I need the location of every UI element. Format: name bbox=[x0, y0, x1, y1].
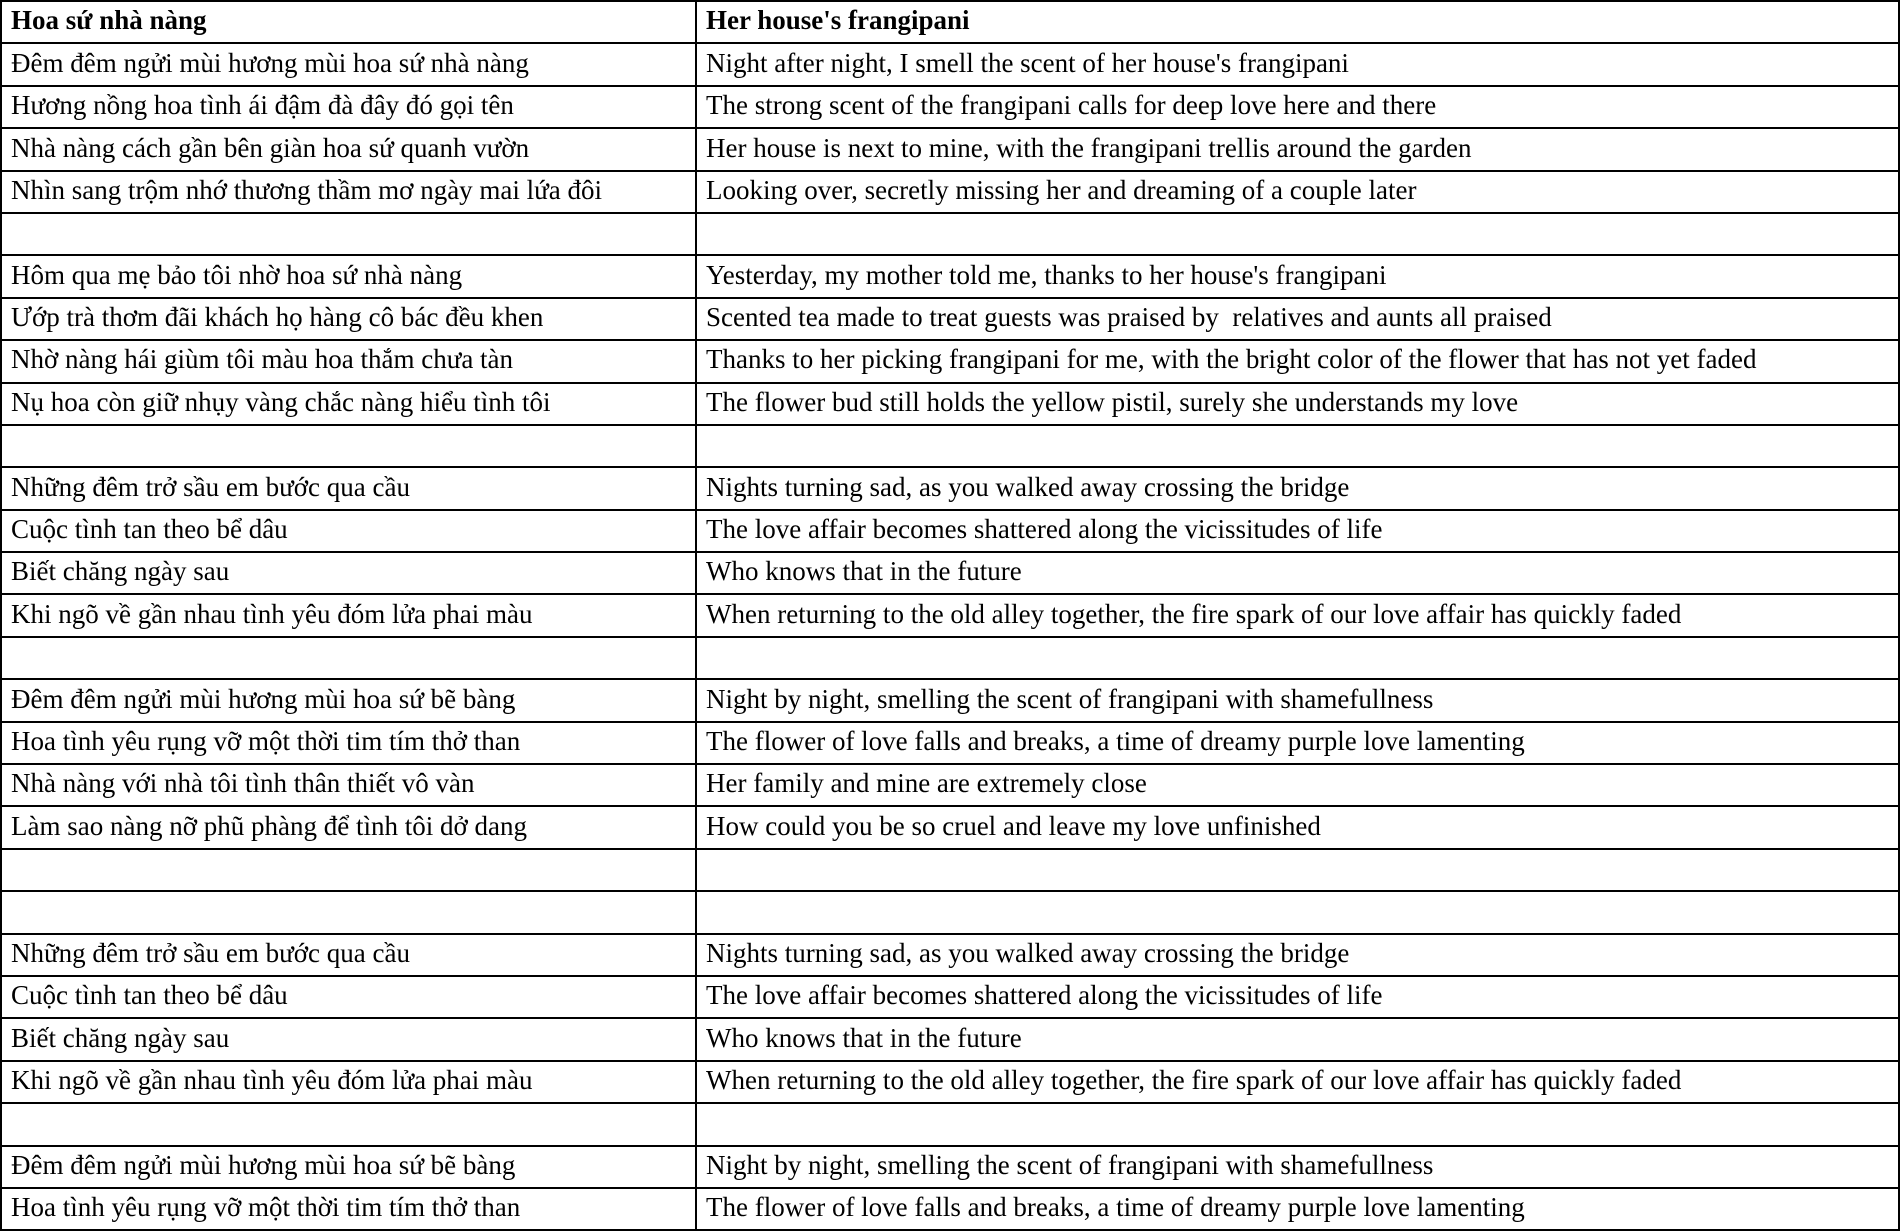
cell-english-translation: Nights turning sad, as you walked away crossing the bridge bbox=[696, 467, 1899, 509]
cell-vietnamese-lyric: Khi ngõ về gần nhau tình yêu đóm lửa phai màu bbox=[1, 1061, 696, 1103]
cell-english-translation: Looking over, secretly missing her and dreaming of a couple later bbox=[696, 171, 1899, 213]
cell-vietnamese-lyric bbox=[1, 213, 696, 255]
cell-vietnamese-lyric: Biết chăng ngày sau bbox=[1, 1018, 696, 1060]
cell-english-translation: When returning to the old alley together, the fire spark of our love affair has quickly faded bbox=[696, 1061, 1899, 1103]
table-row bbox=[1, 340, 1899, 382]
cell-vietnamese-lyric: Ướp trà thơm đãi khách họ hàng cô bác đều khen bbox=[1, 298, 696, 340]
table-row bbox=[1, 128, 1899, 170]
table-row bbox=[1, 594, 1899, 636]
cell-vietnamese-lyric: Làm sao nàng nỡ phũ phàng để tình tôi dở dang bbox=[1, 806, 696, 848]
cell-english-translation: How could you be so cruel and leave my love unfinished bbox=[696, 806, 1899, 848]
cell-english-translation: Her house is next to mine, with the frangipani trellis around the garden bbox=[696, 128, 1899, 170]
cell-vietnamese-lyric bbox=[1, 425, 696, 467]
cell-english-translation: Night by night, smelling the scent of frangipani with shamefullness bbox=[696, 679, 1899, 721]
table-row bbox=[1, 806, 1899, 848]
cell-vietnamese-lyric: Đêm đêm ngửi mùi hương mùi hoa sứ bẽ bàng bbox=[1, 1146, 696, 1188]
cell-english-translation: The flower of love falls and breaks, a time of dreamy purple love lamenting bbox=[696, 1188, 1899, 1230]
table-row bbox=[1, 976, 1899, 1018]
cell-english-translation: Her family and mine are extremely close bbox=[696, 764, 1899, 806]
table-row-empty bbox=[1, 637, 1899, 679]
table-row bbox=[1, 764, 1899, 806]
cell-vietnamese-lyric: Cuộc tình tan theo bể dâu bbox=[1, 510, 696, 552]
table-row bbox=[1, 722, 1899, 764]
table-row bbox=[1, 934, 1899, 976]
cell-english-translation: Who knows that in the future bbox=[696, 1018, 1899, 1060]
cell-english-translation bbox=[696, 425, 1899, 467]
cell-english-translation: Yesterday, my mother told me, thanks to her house's frangipani bbox=[696, 255, 1899, 297]
cell-vietnamese-lyric: Nhà nàng cách gần bên giàn hoa sứ quanh vườn bbox=[1, 128, 696, 170]
cell-english-translation bbox=[696, 213, 1899, 255]
cell-vietnamese-lyric: Đêm đêm ngửi mùi hương mùi hoa sứ bẽ bàng bbox=[1, 679, 696, 721]
table-row bbox=[1, 43, 1899, 85]
cell-vietnamese-lyric bbox=[1, 637, 696, 679]
table-row bbox=[1, 510, 1899, 552]
cell-vietnamese-lyric: Những đêm trở sầu em bước qua cầu bbox=[1, 467, 696, 509]
cell-english-translation: The love affair becomes shattered along the vicissitudes of life bbox=[696, 976, 1899, 1018]
table-row-empty bbox=[1, 849, 1899, 891]
cell-english-translation: Who knows that in the future bbox=[696, 552, 1899, 594]
cell-english-translation: Nights turning sad, as you walked away crossing the bridge bbox=[696, 934, 1899, 976]
table-header-row bbox=[1, 1, 1899, 43]
cell-vietnamese-lyric: Cuộc tình tan theo bể dâu bbox=[1, 976, 696, 1018]
table-row bbox=[1, 383, 1899, 425]
cell-english-translation bbox=[696, 891, 1899, 933]
table-row bbox=[1, 1018, 1899, 1060]
cell-english-translation: Scented tea made to treat guests was praised by relatives and aunts all praised bbox=[696, 298, 1899, 340]
cell-english-translation bbox=[696, 1103, 1899, 1145]
table-row bbox=[1, 679, 1899, 721]
cell-english-translation: The love affair becomes shattered along the vicissitudes of life bbox=[696, 510, 1899, 552]
cell-english-translation: The strong scent of the frangipani calls for deep love here and there bbox=[696, 86, 1899, 128]
table-row-empty bbox=[1, 891, 1899, 933]
cell-english-translation: Night after night, I smell the scent of her house's frangipani bbox=[696, 43, 1899, 85]
cell-english-translation: Thanks to her picking frangipani for me, with the bright color of the flower that has not yet faded bbox=[696, 340, 1899, 382]
header-cell-vietnamese-title: Hoa sứ nhà nàng bbox=[1, 1, 696, 43]
cell-vietnamese-lyric bbox=[1, 849, 696, 891]
cell-vietnamese-lyric: Hoa tình yêu rụng vỡ một thời tim tím thở than bbox=[1, 1188, 696, 1230]
cell-vietnamese-lyric: Biết chăng ngày sau bbox=[1, 552, 696, 594]
cell-vietnamese-lyric: Nhìn sang trộm nhớ thương thầm mơ ngày mai lứa đôi bbox=[1, 171, 696, 213]
table-row bbox=[1, 86, 1899, 128]
cell-english-translation: The flower bud still holds the yellow pistil, surely she understands my love bbox=[696, 383, 1899, 425]
table-row bbox=[1, 171, 1899, 213]
cell-english-translation: When returning to the old alley together, the fire spark of our love affair has quickly faded bbox=[696, 594, 1899, 636]
cell-vietnamese-lyric bbox=[1, 891, 696, 933]
table-row bbox=[1, 1188, 1899, 1230]
cell-vietnamese-lyric: Hoa tình yêu rụng vỡ một thời tim tím thở than bbox=[1, 722, 696, 764]
cell-vietnamese-lyric: Những đêm trở sầu em bước qua cầu bbox=[1, 934, 696, 976]
table-row bbox=[1, 298, 1899, 340]
table-row bbox=[1, 255, 1899, 297]
cell-vietnamese-lyric: Khi ngõ về gần nhau tình yêu đóm lửa phai màu bbox=[1, 594, 696, 636]
table-row-empty bbox=[1, 425, 1899, 467]
table-body bbox=[1, 43, 1899, 1230]
cell-vietnamese-lyric: Hương nồng hoa tình ái đậm đà đây đó gọi tên bbox=[1, 86, 696, 128]
table-row-empty bbox=[1, 213, 1899, 255]
header-cell-english-title: Her house's frangipani bbox=[696, 1, 1899, 43]
cell-english-translation: Night by night, smelling the scent of frangipani with shamefullness bbox=[696, 1146, 1899, 1188]
header-row bbox=[1, 1, 1899, 43]
cell-vietnamese-lyric: Nhà nàng với nhà tôi tình thân thiết vô vàn bbox=[1, 764, 696, 806]
cell-english-translation bbox=[696, 849, 1899, 891]
cell-vietnamese-lyric: Đêm đêm ngửi mùi hương mùi hoa sứ nhà nàng bbox=[1, 43, 696, 85]
cell-vietnamese-lyric bbox=[1, 1103, 696, 1145]
cell-vietnamese-lyric: Nhờ nàng hái giùm tôi màu hoa thắm chưa tàn bbox=[1, 340, 696, 382]
cell-vietnamese-lyric: Nụ hoa còn giữ nhụy vàng chắc nàng hiểu tình tôi bbox=[1, 383, 696, 425]
table-row bbox=[1, 1146, 1899, 1188]
table-row bbox=[1, 467, 1899, 509]
table-row bbox=[1, 1061, 1899, 1103]
table-row-empty bbox=[1, 1103, 1899, 1145]
cell-vietnamese-lyric: Hôm qua mẹ bảo tôi nhờ hoa sứ nhà nàng bbox=[1, 255, 696, 297]
cell-english-translation: The flower of love falls and breaks, a time of dreamy purple love lamenting bbox=[696, 722, 1899, 764]
table-row bbox=[1, 552, 1899, 594]
cell-english-translation bbox=[696, 637, 1899, 679]
